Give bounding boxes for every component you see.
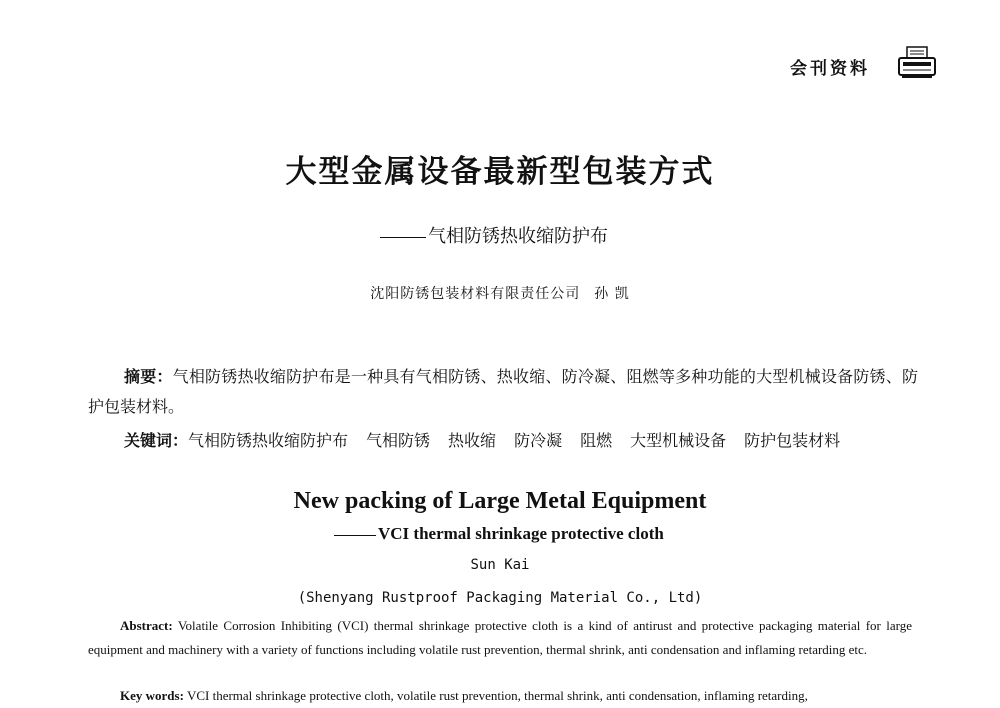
abstract-cn-label: 摘要： [124,367,173,386]
subtitle-dash [380,237,426,238]
author-company-cn: 沈阳防锈包装材料有限责任公司 [370,286,581,302]
abstract-cn [88,362,918,422]
abstract-en [88,614,912,662]
keywords-en [120,688,808,704]
keyword-cn: 气相防锈 [366,431,431,450]
abstract-en-label: Abstract: [120,618,173,633]
keyword-cn: 热收缩 [448,431,497,450]
keywords-en-text: VCI thermal shrinkage protective cloth, volatile rust prevention, thermal shrink, anti condensation, inflaming retarding, [186,688,808,703]
keyword-cn: 大型机械设备 [630,431,727,450]
keyword-cn: 气相防锈热收缩防护布 [188,431,349,450]
article-title-cn: 大型金属设备最新型包装方式 [285,154,715,190]
author-name-en: Sun Kai [470,557,530,573]
affiliation-en: (Shenyang Rustproof Packaging Material Co., Ltd) [297,590,703,606]
author-name-cn: 孙 凯 [594,286,630,302]
article-subtitle-cn [380,222,608,248]
article-title-en: New packing of Large Metal Equipment [293,488,707,514]
subtitle-dash [334,535,376,536]
journal-section-label: 会刊资料 [790,59,870,79]
keyword-cn: 阻燃 [580,431,613,450]
author-line-cn [0,283,1000,303]
article-subtitle-en [334,524,664,544]
keywords-cn-label: 关键词： [124,431,189,450]
keyword-cn: 防冷凝 [514,431,563,450]
keywords-cn [124,428,858,451]
keyword-cn: 防护包装材料 [744,431,841,450]
abstract-cn-text: 气相防锈热收缩防护布是一种具有气相防锈、热收缩、防冷凝、阻燃等多种功能的大型机械设备防锈、防护包装材料。 [88,367,918,416]
subtitle-en-text: VCI thermal shrinkage protective cloth [378,524,664,543]
abstract-en-text: Volatile Corrosion Inhibiting (VCI) thermal shrinkage protective cloth is a kind of antirust and protective packaging material for large equipment and machinery with a variety of functions including volatile rust prevention, thermal shrink, anti condensation and inflaming retarding etc. [88,618,912,657]
subtitle-cn-text: 气相防锈热收缩防护布 [428,226,608,247]
printer-icon [896,44,938,80]
keywords-en-label: Key words: [120,688,184,703]
